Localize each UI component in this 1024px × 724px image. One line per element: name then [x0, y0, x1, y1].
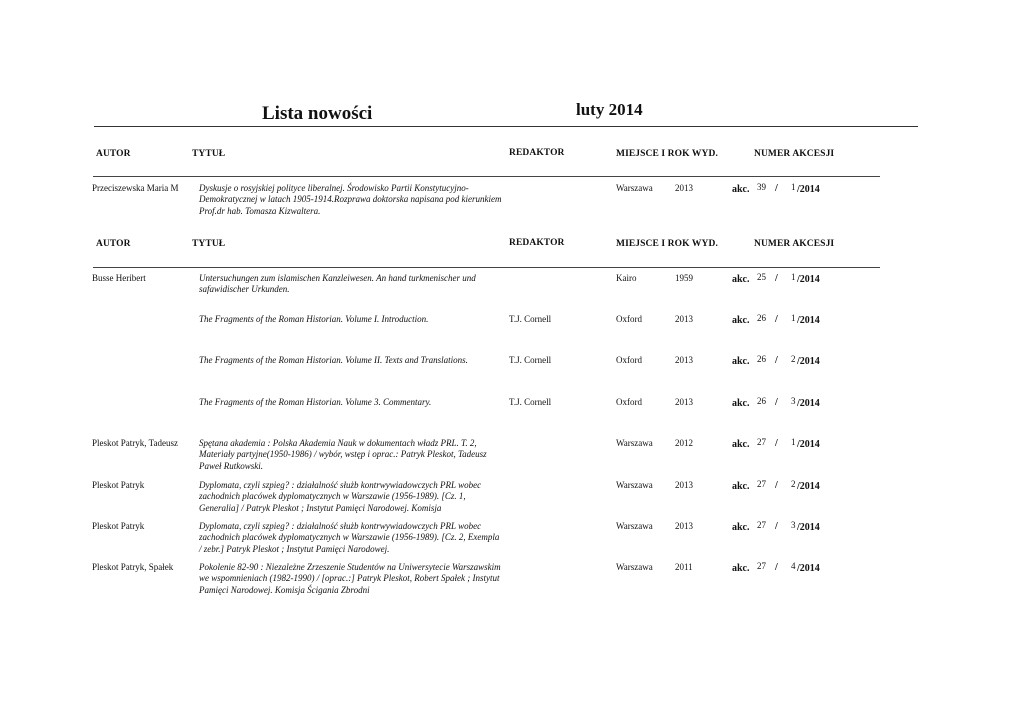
editor-cell: T.J. Cornell	[509, 314, 552, 324]
author-cell: Pleskot Patryk	[92, 521, 145, 531]
accession-number: 27	[757, 479, 766, 489]
author-cell: Busse Heribert	[92, 273, 146, 283]
accession-number: 26	[757, 354, 766, 364]
accession-slash: /	[775, 480, 778, 491]
accession-sub-number: 3	[791, 396, 796, 406]
header-divider	[93, 267, 880, 268]
accession-slash: /	[775, 397, 778, 408]
table-row	[0, 355, 1024, 395]
column-header-author: AUTOR	[96, 149, 131, 159]
accession-sub-number: 2	[791, 479, 796, 489]
accession-number: 25	[757, 272, 766, 282]
accession-slash: /	[775, 355, 778, 366]
year-cell: 2013	[675, 521, 693, 531]
accession-prefix: akc.	[732, 522, 750, 533]
author-cell: Przeciszewska Maria M	[92, 183, 179, 193]
table-row	[0, 314, 1024, 354]
accession-year: /2014	[797, 184, 820, 195]
table-row	[0, 397, 1024, 437]
column-header-editor: REDAKTOR	[509, 148, 565, 158]
place-cell: Kairo	[616, 273, 637, 283]
place-cell: Oxford	[616, 314, 642, 324]
accession-number: 27	[757, 437, 766, 447]
accession-sub-number: 4	[791, 561, 796, 571]
title-cell: Dyplomata, czyli szpieg? : działalność służb kontrwywiadowczych PRL wobec zachodnich placówek dyplomatycznych w Warszawie (1956-1989). [Cz. 2, Exempla / zebr.] Patryk Pleskot ; Instytut Pamięci Narodowej.	[199, 521, 500, 554]
accession-slash: /	[775, 183, 778, 194]
accession-prefix: akc.	[732, 481, 750, 492]
author-cell: Pleskot Patryk, Spałek	[92, 562, 174, 572]
title-cell: Spętana akademia : Polska Akademia Nauk w dokumentach władz PRL. T. 2, Materiały partyjne(1950-1986) / wybór, wstęp i oprac.: Patryk Pleskot, Tadeusz Paweł Rutkowski.	[199, 438, 487, 471]
title-cell: Untersuchungen zum islamischen Kanzleiwesen. An hand turkmenischer und safawidischer Urkunden.	[199, 273, 476, 295]
accession-number: 26	[757, 313, 766, 323]
year-cell: 2013	[675, 355, 693, 365]
editor-cell: T.J. Cornell	[509, 355, 552, 365]
accession-sub-number: 1	[791, 437, 796, 447]
editor-cell: T.J. Cornell	[509, 397, 552, 407]
accession-year: /2014	[797, 522, 820, 533]
title-cell: Pokolenie 82-90 : Niezależne Zrzeszenie Studentów na Uniwersytecie Warszawskim we wspomnieniach (1982-1990) / [oprac.:] Patryk Pleskot, Robert Spałek ; Instytut Pamięci Narodowej. Komisja Ścigania Zbrodni	[199, 562, 501, 595]
page-title: Lista nowości	[262, 103, 373, 124]
table-row	[0, 273, 1024, 313]
accession-prefix: akc.	[732, 315, 750, 326]
accession-sub-number: 1	[791, 313, 796, 323]
title-cell: Dyplomata, czyli szpieg? : działalność służb kontrwywiadowczych PRL wobec zachodnich placówek dyplomatycznych w Warszawie (1956-1989). [Cz. 1, Generalia] / Patryk Pleskot ; Instytut Pamięci Narodowej. Komisja	[199, 480, 482, 513]
year-cell: 2012	[675, 438, 693, 448]
page-month: luty 2014	[576, 100, 643, 119]
accession-number: 27	[757, 561, 766, 571]
year-cell: 2013	[675, 397, 693, 407]
place-cell: Warszawa	[616, 438, 653, 448]
place-cell: Warszawa	[616, 480, 653, 490]
place-cell: Warszawa	[616, 521, 653, 531]
accession-prefix: akc.	[732, 563, 750, 574]
column-header-accession: NUMER AKCESJI	[754, 149, 835, 159]
accession-prefix: akc.	[732, 184, 750, 195]
accession-slash: /	[775, 521, 778, 532]
accession-year: /2014	[797, 398, 820, 409]
table-row	[0, 562, 1024, 602]
accession-slash: /	[775, 314, 778, 325]
accession-sub-number: 1	[791, 272, 796, 282]
title-cell: Dyskusje o rosyjskiej polityce liberalnej. Środowisko Partii Konstytucyjno-Demokratycznej w latach 1905-1914.Rozprawa doktorska napisana pod kierunkiem Prof.dr hab. Tomasza Kizwaltera.	[199, 183, 502, 216]
title-cell: The Fragments of the Roman Historian. Volume I. Introduction.	[199, 314, 429, 324]
accession-number: 26	[757, 396, 766, 406]
table-row	[0, 521, 1024, 561]
author-cell: Pleskot Patryk, Tadeusz	[92, 438, 178, 448]
column-header-author: AUTOR	[96, 239, 131, 249]
accession-sub-number: 3	[791, 520, 796, 530]
accession-prefix: akc.	[732, 274, 750, 285]
accession-prefix: akc.	[732, 439, 750, 450]
column-header-accession: NUMER AKCESJI	[754, 239, 835, 249]
title-divider	[94, 126, 918, 127]
column-header-editor: REDAKTOR	[509, 238, 565, 248]
place-cell: Oxford	[616, 355, 642, 365]
place-cell: Oxford	[616, 397, 642, 407]
accession-slash: /	[775, 562, 778, 573]
table-row	[0, 438, 1024, 478]
accession-number: 39	[757, 182, 766, 192]
title-cell: The Fragments of the Roman Historian. Volume II. Texts and Translations.	[199, 355, 468, 365]
accession-year: /2014	[797, 439, 820, 450]
author-cell: Pleskot Patryk	[92, 480, 145, 490]
column-header-place-year: MIEJSCE I ROK WYD.	[616, 149, 718, 159]
year-cell: 2013	[675, 314, 693, 324]
table-row	[0, 480, 1024, 520]
year-cell: 2013	[675, 480, 693, 490]
accession-slash: /	[775, 273, 778, 284]
column-header-title: TYTUŁ	[192, 149, 226, 159]
table-row	[0, 183, 1024, 223]
accession-prefix: akc.	[732, 356, 750, 367]
year-cell: 1959	[675, 273, 693, 283]
accession-sub-number: 2	[791, 354, 796, 364]
accession-number: 27	[757, 520, 766, 530]
accession-year: /2014	[797, 481, 820, 492]
accession-year: /2014	[797, 274, 820, 285]
accession-prefix: akc.	[732, 398, 750, 409]
place-cell: Warszawa	[616, 183, 653, 193]
place-cell: Warszawa	[616, 562, 653, 572]
accession-slash: /	[775, 438, 778, 449]
accession-year: /2014	[797, 563, 820, 574]
column-header-place-year: MIEJSCE I ROK WYD.	[616, 239, 718, 249]
accession-sub-number: 1	[791, 182, 796, 192]
title-cell: The Fragments of the Roman Historian. Volume 3. Commentary.	[199, 397, 432, 407]
year-cell: 2013	[675, 183, 693, 193]
year-cell: 2011	[675, 562, 693, 572]
column-header-title: TYTUŁ	[192, 239, 226, 249]
accession-year: /2014	[797, 315, 820, 326]
header-divider	[93, 176, 880, 177]
accession-year: /2014	[797, 356, 820, 367]
